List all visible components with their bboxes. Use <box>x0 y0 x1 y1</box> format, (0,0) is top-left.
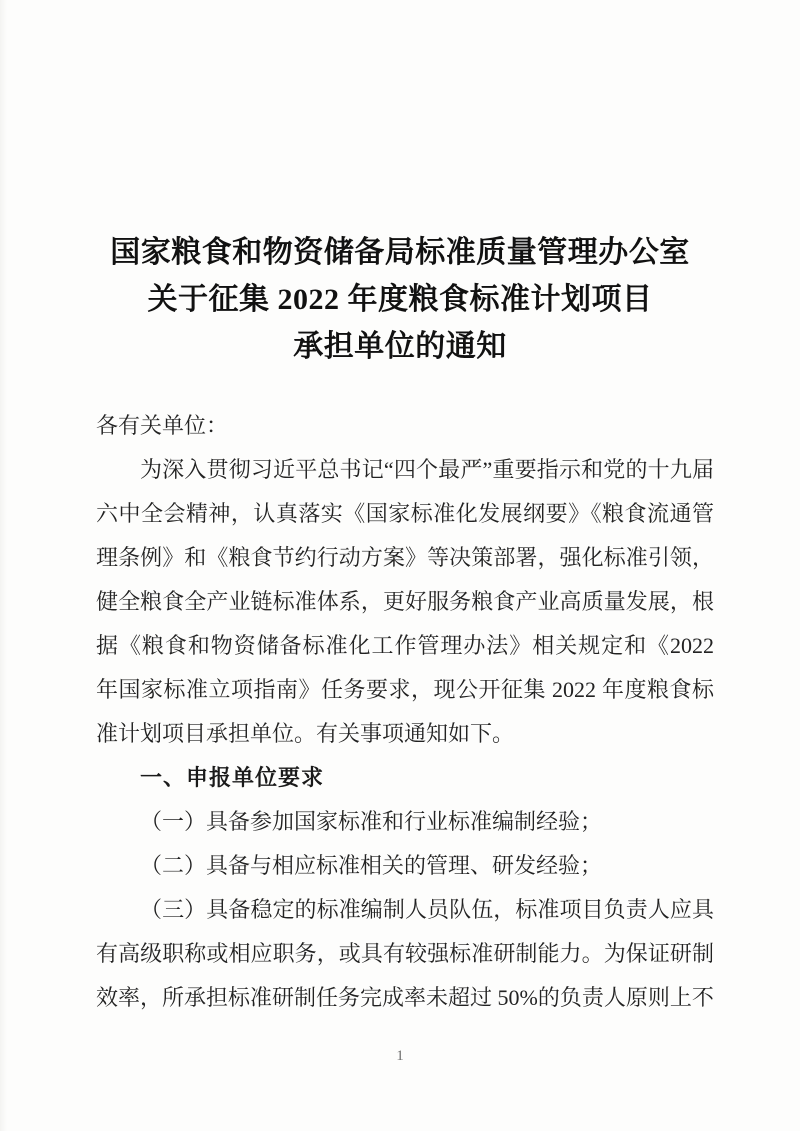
title-line-2: 关于征集 2022 年度粮食标准计划项目 <box>147 283 653 316</box>
requirement-item-2: （二）具备与相应标准相关的管理、研发经验； <box>140 853 603 878</box>
title-line-1: 国家粮食和物资储备局标准质量管理办公室 <box>110 236 690 269</box>
document-body <box>96 404 714 1020</box>
title-line-3: 承担单位的通知 <box>293 330 507 363</box>
page-number: 1 <box>396 1048 404 1064</box>
salutation: 各有关单位： <box>96 413 229 438</box>
section-1-heading: 一、申报单位要求 <box>140 765 325 790</box>
document-title <box>0 229 800 370</box>
paragraph-intro: 为深入贯彻习近平总书记“四个最严”重要指示和党的十九届六中全会精神，认真落实《国家标准化发展纲要》《粮食流通管理条例》和《粮食节约行动方案》等决策部署，强化标准引领，健全粮食全产业链标准体系，更好服务粮食产业高质量发展，根据《粮食和物资储备标准化工作管理办法》相关规定和《2022 年国家标准立项指南》任务要求，现公开征集 2022 年度粮食标准计划项目承担单位。有关事项通知如下。 <box>96 457 714 746</box>
requirement-item-1: （一）具备参加国家标准和行业标准编制经验； <box>140 809 603 834</box>
requirement-item-3: （三）具备稳定的标准编制人员队伍，标准项目负责人应具有高级职称或相应职务，或具有较强标准研制能力。为保证研制效率，所承担标准研制任务完成率未超过 50%的负责人原则上不 <box>96 897 714 1010</box>
